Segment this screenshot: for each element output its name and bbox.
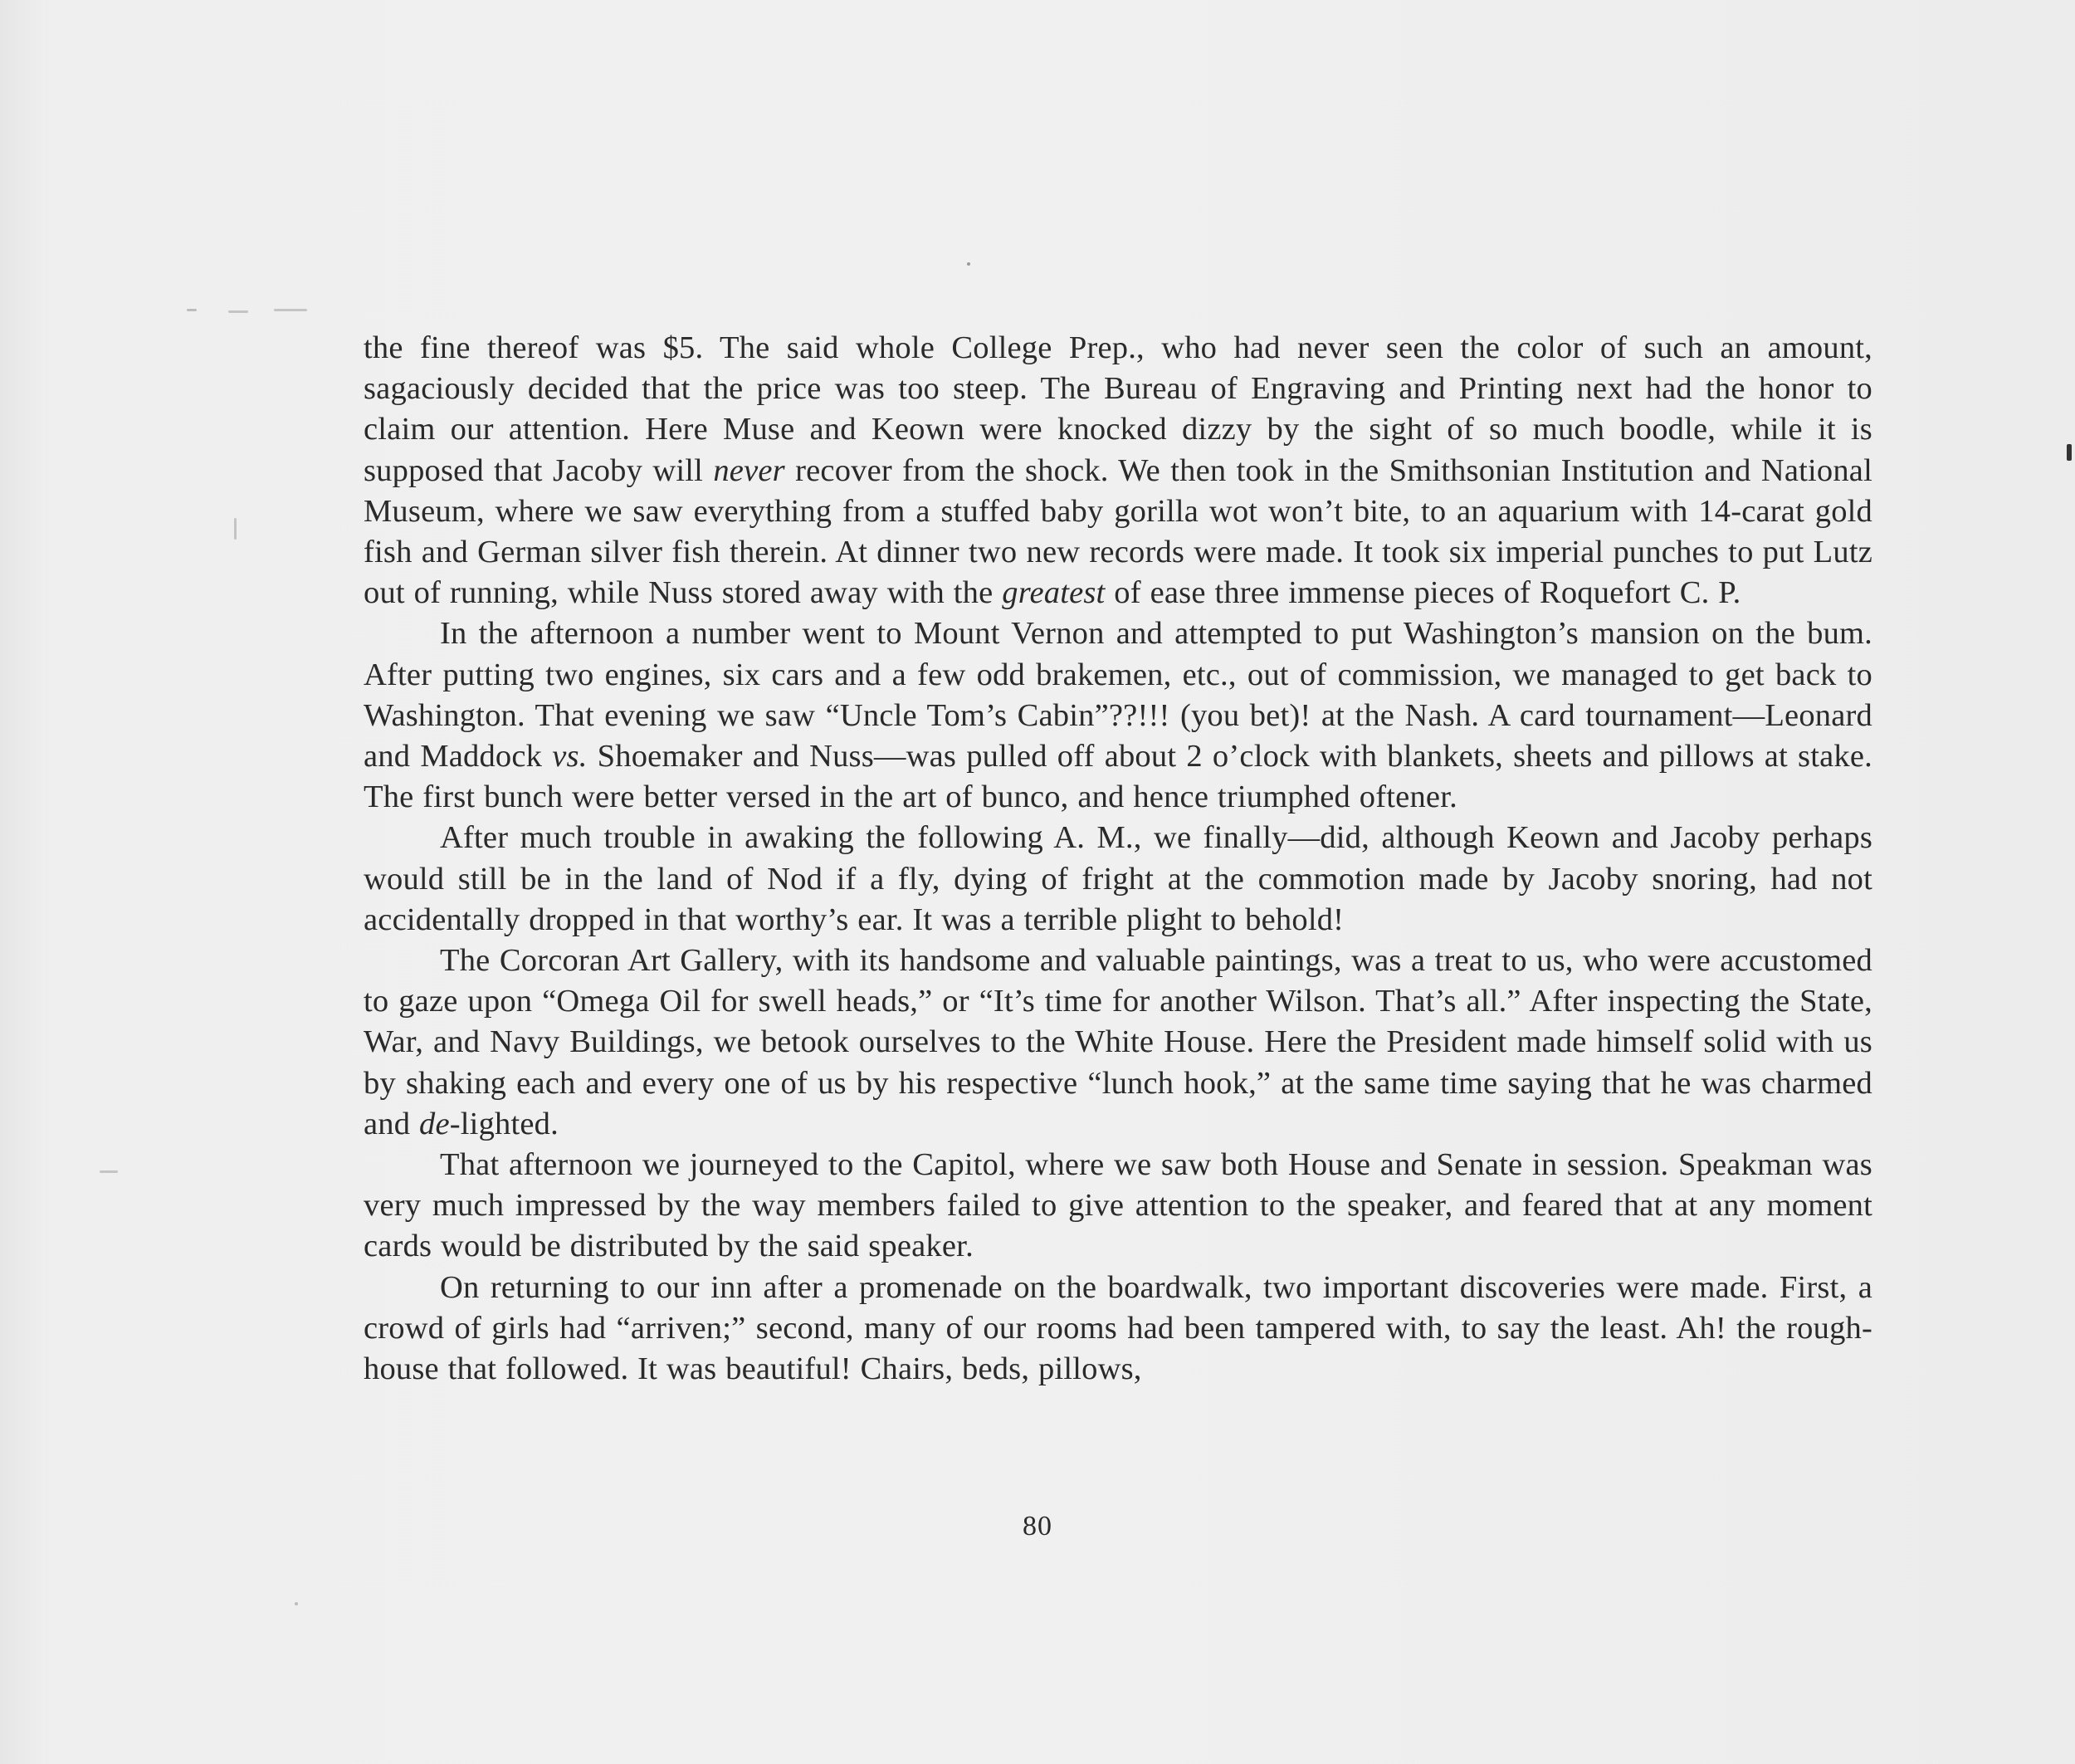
italic-text: vs. (552, 739, 588, 774)
paragraph (364, 328, 1872, 613)
paragraph-text: That afternoon we journeyed to the Capitol, where we saw both House and Senate in session. Speakman was very much impressed by the way members failed to give attention to the speaker, and feared that at any moment cards would be distributed by the said speaker. (364, 1147, 1872, 1264)
italic-text: de (419, 1106, 450, 1141)
paragraph-text: After much trouble in awaking the following A. M., we finally—did, although Keown and Jacoby perhaps would still be in the land of Nod if a fly, dying of fright at the commotion made by Jacoby snoring, had not accidentally dropped in that worthy’s ear. It was a terrible plight to behold! (364, 820, 1872, 937)
paragraph-text: On returning to our inn after a promenade on the boardwalk, two important discoveries were made. First, a crowd of girls had “arriven;” second, many of our rooms had been tampered with, to say the least. Ah! the rough-house that followed. It was beautiful! Chairs, beds, pillows, (364, 1269, 1872, 1387)
paragraph-text: -lighted. (449, 1106, 559, 1141)
body-text (364, 328, 1872, 1390)
margin-speck (274, 309, 307, 311)
paragraph (364, 1145, 1872, 1268)
margin-speck (228, 310, 248, 313)
paragraph-text: of ease three immense pieces of Roquefort C. P. (1105, 575, 1741, 611)
paragraph-text: the fine thereof was $5. The said whole College Prep., who had never seen the color of such an amount, sagaciously decided that the price was too steep. The Bureau of Engraving and Printing next had the honor to claim our attention. Here Muse and Keown were knocked dizzy by the sight of so much boodle, while it is supposed that Jacoby will (364, 330, 1872, 488)
paragraph (364, 941, 1872, 1145)
paragraph-text: The Corcoran Art Gallery, with its handsome and valuable paintings, was a treat to us, who were accustomed to gaze upon “Omega Oil for swell heads,” or “It’s time for another Wilson. That’s all.” After inspecting the State, War, and Navy Buildings, we betook ourselves to the White House. Here the President made himself solid with us by shaking each and every one of us by his respective “lunch hook,” at the same time saying that he was charmed and (364, 943, 1872, 1141)
paragraph-text: Shoemaker and Nuss—was pulled off about 2 o’clock with blankets, sheets and pillows at stake. The first bunch were better versed in the art of bunco, and hence triumphed oftener. (364, 739, 1872, 815)
margin-speck (967, 262, 970, 266)
paragraph (364, 1268, 1872, 1390)
paragraph (364, 613, 1872, 818)
italic-text: greatest (1002, 575, 1106, 611)
paragraph-text: recover from the shock. We then took in the Smithsonian Institution and National Museum, where we saw everything from a stuffed baby gorilla wot won’t bite, to an aquarium with 14-carat gold fish and German silver fish therein. At dinner two new records were made. It took six imperial punches to put Lutz out of running, while Nuss stored away with the (364, 452, 1872, 611)
margin-speck (295, 1602, 298, 1605)
margin-speck (100, 1170, 118, 1173)
margin-speck (2067, 444, 2072, 461)
paragraph (364, 818, 1872, 941)
margin-speck (234, 518, 237, 540)
page-number: 80 (1023, 1511, 1052, 1542)
paragraph-text: In the afternoon a number went to Mount Vernon and attempted to put Washington’s mansion on the bum. After putting two engines, six cars and a few odd brakemen, etc., out of commission, we managed to get back to Washington. That evening we saw “Uncle Tom’s Cabin”??!!! (you bet)! at the Nash. A card tournament—Leonard and Maddock (364, 616, 1872, 774)
margin-speck (187, 309, 197, 311)
italic-text: never (713, 452, 785, 488)
